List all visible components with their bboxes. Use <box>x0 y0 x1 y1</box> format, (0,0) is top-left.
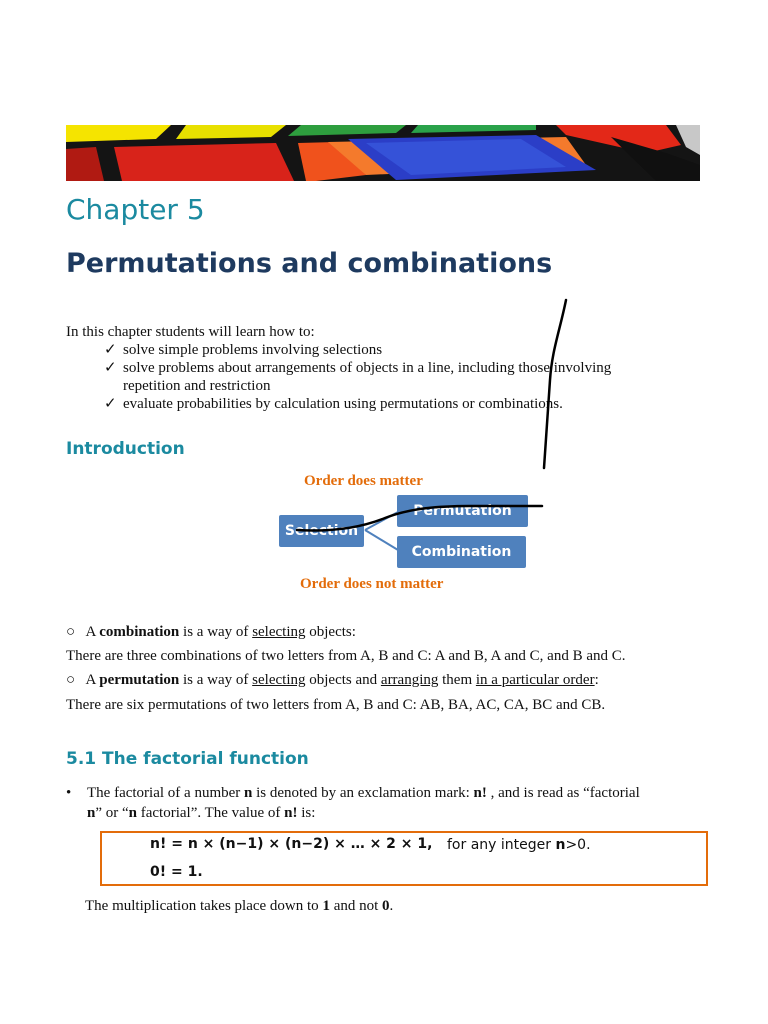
diagram-node-combination: Combination <box>397 536 526 568</box>
diagram-node-selection: Selection <box>279 515 364 547</box>
permutation-definition: ○ A permutation is a way of selecting objects and arranging them in a particular order: <box>66 672 599 688</box>
multiplication-note: The multiplication takes place down to 1 and not 0. <box>85 898 394 914</box>
permutation-example: There are six permutations of two letters from A, B and C: AB, BA, AC, CA, BC and CB. <box>66 697 606 713</box>
introduction-heading: Introduction <box>66 439 185 459</box>
bullet-icon: • <box>66 785 72 801</box>
combination-definition: ○ A combination is a way of selecting objects: <box>66 624 356 640</box>
hollow-bullet-icon: ○ <box>66 624 76 640</box>
factorial-paragraph: • The factorial of a number n is denoted by an exclamation mark: n! , and is read as “factorial <box>66 785 640 801</box>
factorial-formula: n! = n × (n−1) × (n−2) × … × 2 × 1, <box>150 836 433 852</box>
chapter-number: Chapter 5 <box>66 193 205 226</box>
combination-example: There are three combinations of two letters from A, B and C: A and B, A and C, and B and C. <box>66 648 626 664</box>
objective-item-continuation: repetition and restriction <box>123 378 271 394</box>
objective-text: solve problems about arrangements of objects in a line, including those involving <box>123 360 612 376</box>
diagram-node-permutation: Permutation <box>397 495 528 527</box>
objective-text: evaluate probabilities by calculation using permutations or combinations. <box>123 396 563 412</box>
order-matters-label: Order does matter <box>304 473 423 489</box>
objectives-intro: In this chapter students will learn how to: <box>66 324 315 340</box>
chapter-title: Permutations and combinations <box>66 248 553 279</box>
order-not-matters-label: Order does not matter <box>300 576 444 592</box>
factorial-heading: 5.1 The factorial function <box>66 749 309 769</box>
objective-text: solve simple problems involving selections <box>123 342 383 358</box>
checkmark-icon: ✓ <box>104 342 117 358</box>
hollow-bullet-icon: ○ <box>66 672 76 688</box>
factorial-condition: for any integer n>0. <box>447 837 591 853</box>
zero-factorial-formula: 0! = 1. <box>150 864 203 880</box>
factorial-paragraph-continuation: n” or “n factorial”. The value of n! is: <box>87 805 316 821</box>
checkmark-icon: ✓ <box>104 396 117 412</box>
checkmark-icon: ✓ <box>104 360 117 376</box>
